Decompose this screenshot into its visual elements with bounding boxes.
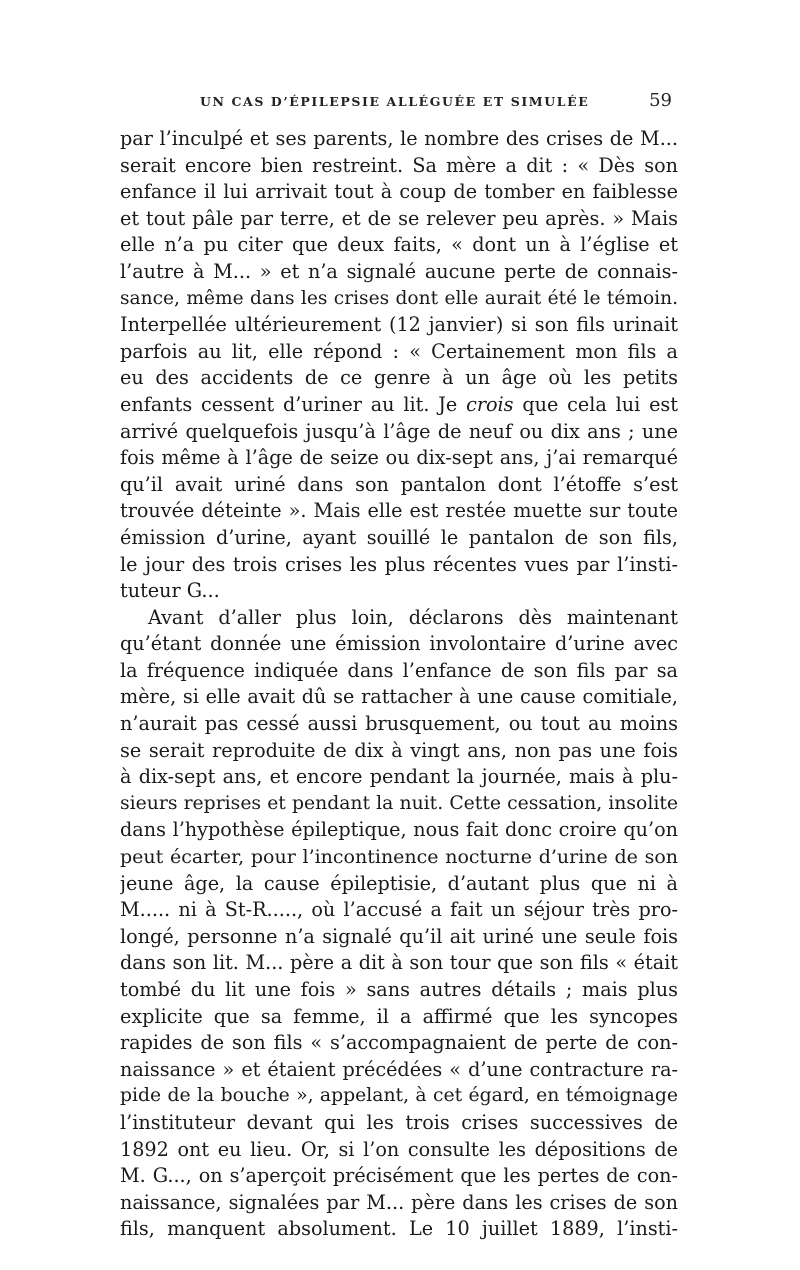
text-line: serait encore bien restreint. Sa mère a dit : « Dès son <box>120 153 678 177</box>
book-page <box>120 92 678 1243</box>
text-line: enfance il lui arrivait tout à coup de tomber en faiblesse <box>120 180 678 204</box>
text-line: n’aurait pas cessé aussi brusquement, ou tout au moins <box>120 712 678 736</box>
text-segment: enfants cessent d’uriner au lit. Je <box>120 392 458 416</box>
text-line: peut écarter, pour l’incontinence nocturne d’urine de son <box>120 846 678 869</box>
text-line: 1892 ont eu lieu. Or, si l’on consulte les dépositions de <box>120 1137 678 1161</box>
text-line: sieurs reprises et pendant la nuit. Cette cessation, insolite <box>120 792 678 814</box>
text-line: dans son lit. M... père a dit à son tour que son fils « était <box>120 951 678 975</box>
text-line: naissance » et étaient précédées « d’une contracture ra- <box>120 1057 678 1081</box>
text-line: longé, personne n’a signalé qu’il ait uriné une seule fois <box>120 924 678 948</box>
text-line: tuteur G... <box>120 579 220 603</box>
running-head <box>120 92 678 120</box>
text-line: trouvée déteinte ». Mais elle est restée muette sur toute <box>120 499 678 523</box>
text-line: jeune âge, la cause épileptisie, d’autant plus que ni à <box>120 871 678 895</box>
text-line: l’autre à M... » et n’a signalé aucune perte de connais- <box>120 259 678 283</box>
text-line: rapides de son fils « s’accompagnaient de perte de con- <box>120 1031 678 1055</box>
text-line: parfois au lit, elle répond : « Certainement mon fils a <box>120 339 678 363</box>
text-line: à dix-sept ans, et encore pendant la journée, mais à plu- <box>120 765 678 789</box>
text-line: explicite que sa femme, il a affirmé que les syncopes <box>120 1004 678 1028</box>
text-line: dans l’hypothèse épileptique, nous fait donc croire qu’on <box>120 818 678 842</box>
body-text <box>120 126 678 1243</box>
text-line: pide de la bouche », appelant, à cet égard, en témoignage <box>120 1085 678 1107</box>
text-line: eu des accidents de ce genre à un âge où les petits <box>120 366 678 390</box>
text-line: l’instituteur devant qui les trois crises successives de <box>120 1110 678 1134</box>
text-line: naissance, signalées par M... père dans les crises de son <box>120 1190 678 1214</box>
page-number: 59 <box>649 90 672 111</box>
text-line: le jour des trois crises les plus récentes vues par l’insti- <box>120 552 678 576</box>
text-segment: que cela lui est <box>522 392 678 416</box>
text-line-with-italic <box>120 392 678 419</box>
text-line: et tout pâle par terre, et de se relever peu après. » Mais <box>120 206 678 230</box>
text-line: Interpellée ultérieurement (12 janvier) si son fils urinait <box>120 313 678 337</box>
italic-word: crois <box>466 392 514 416</box>
text-line: sance, même dans les crises dont elle aurait été le témoin. <box>120 287 678 309</box>
paragraph-first-line: Avant d’aller plus loin, déclarons dès maintenant <box>148 605 678 629</box>
text-line: fois même à l’âge de seize ou dix-sept ans, j’ai remarqué <box>120 446 678 470</box>
text-line: se serait reproduite de dix à vingt ans, non pas une fois <box>120 738 678 762</box>
text-line: tombé du lit une fois » sans autres détails ; mais plus <box>120 978 678 1001</box>
text-line: mère, si elle avait dû se rattacher à une cause comitiale, <box>120 685 678 709</box>
text-line: qu’étant donnée une émission involontaire d’urine avec <box>120 632 678 656</box>
text-line: fils, manquent absolument. Le 10 juillet 1889, l’insti- <box>120 1217 678 1241</box>
text-line: émission d’urine, ayant souillé le pantalon de son fils, <box>120 525 678 549</box>
text-line: par l’inculpé et ses parents, le nombre des crises de M... <box>120 127 678 150</box>
text-line: arrivé quelquefois jusqu’à l’âge de neuf ou dix ans ; une <box>120 419 678 443</box>
running-title: UN CAS D’ÉPILEPSIE ALLÉGUÉE ET SIMULÉE <box>200 94 590 109</box>
text-line: M. G..., on s’aperçoit précisément que les pertes de con- <box>120 1164 678 1188</box>
text-line: la fréquence indiquée dans l’enfance de son fils par sa <box>120 658 678 682</box>
text-line: qu’il avait uriné dans son pantalon dont l’étoffe s’est <box>120 472 678 496</box>
text-line: M..... ni à St-R....., où l’accusé a fait un séjour très pro- <box>120 898 678 922</box>
text-line: elle n’a pu citer que deux faits, « dont un à l’église et <box>120 233 678 257</box>
